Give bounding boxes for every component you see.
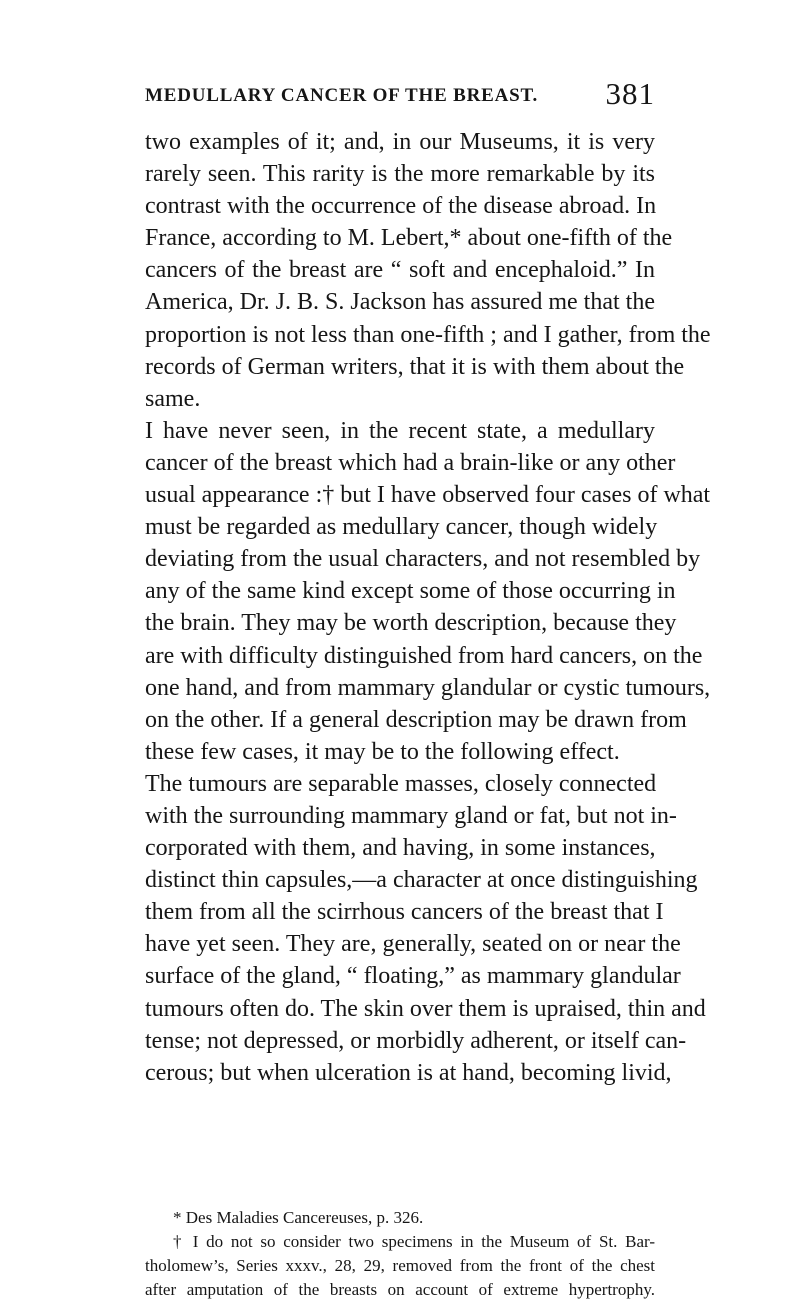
text-line: cancers of the breast are “ soft and encephaloid.” In (145, 257, 655, 284)
text-line: proportion is not less than one-fifth ; and I gather, from the (145, 321, 711, 348)
text-line: usual appearance :† but I have observed four cases of what (145, 482, 711, 509)
text-line: contrast with the occurrence of the disease abroad. In (145, 193, 657, 220)
text-line: cerous; but when ulceration is at hand, becoming livid, (145, 1059, 672, 1086)
text-line: one hand, and from mammary glandular or cystic tumours, (145, 674, 711, 701)
text-line: France, according to M. Lebert,* about one-fifth of the (145, 225, 673, 252)
text-line: same. (145, 385, 201, 412)
text-line: surface of the gland, “ floating,” as mammary glandular (145, 963, 681, 990)
text-line: on the other. If a general description may be drawn from (145, 706, 687, 733)
footnote-line: † I do not so consider two specimens in the Museum of St. Bar- (173, 1232, 655, 1251)
text-line: rarely seen. This rarity is the more remarkable by its (145, 161, 655, 188)
text-line: must be regarded as medullary cancer, though widely (145, 514, 658, 541)
text-line: tumours often do. The skin over them is upraised, thin and (145, 995, 706, 1022)
text-line: the brain. They may be worth description, because they (145, 610, 677, 637)
footnote-line: tholomew’s, Series xxxv., 28, 29, removed from the front of the chest (145, 1256, 655, 1275)
page-number: 381 (605, 76, 655, 111)
text-line: two examples of it; and, in our Museums, it is very (145, 129, 655, 155)
text-line: The tumours are separable masses, closely connected (145, 770, 657, 797)
running-title: MEDULLARY CANCER OF THE BREAST. (145, 85, 539, 106)
text-line: America, Dr. J. B. S. Jackson has assured me that the (145, 289, 655, 316)
text-line: with the surrounding mammary gland or fat, but not in- (145, 802, 677, 829)
text-line: distinct thin capsules,—a character at once distinguishing (145, 867, 698, 894)
text-line: are with difficulty distinguished from hard cancers, on the (145, 642, 703, 669)
text-line: I have never seen, in the recent state, a medullary (145, 417, 655, 444)
text-line: deviating from the usual characters, and not resembled by (145, 546, 701, 573)
text-line: any of the same kind except some of those occurring in (145, 578, 676, 605)
text-line: them from all the scirrhous cancers of the breast that I (145, 899, 664, 926)
text-line: have yet seen. They are, generally, seated on or near the (145, 931, 681, 958)
footnote-line: * Des Maladies Cancereuses, p. 326. (173, 1208, 424, 1227)
text-line: corporated with them, and having, in some instances, (145, 835, 656, 862)
footnote-line: after amputation of the breasts on account of extreme hypertrophy. (145, 1280, 655, 1299)
text-line: records of German writers, that it is with them about the (145, 353, 685, 380)
footnotes (145, 1206, 655, 1302)
text-line: cancer of the breast which had a brain-like or any other (145, 449, 676, 476)
body-text (145, 126, 711, 1089)
text-line: tense; not depressed, or morbidly adherent, or itself can- (145, 1027, 687, 1054)
text-line: these few cases, it may be to the following effect. (145, 738, 620, 765)
